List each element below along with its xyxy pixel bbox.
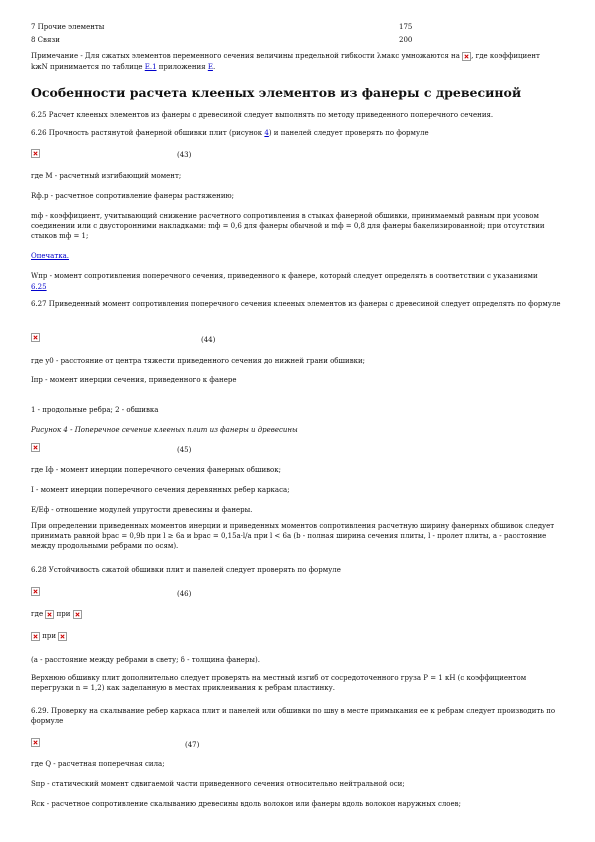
definition-m: где M - расчетный изгибающий момент; bbox=[31, 172, 182, 180]
errata-link-line bbox=[31, 251, 561, 261]
paragraph-6-27: 6.27 Приведенный момент сопротивления поперечного сечения клееных элементов из фанеры с древесиной следует определять по формуле bbox=[31, 300, 561, 308]
definition-i: I - момент инерции поперечного сечения деревянных ребер каркаса; bbox=[31, 486, 290, 494]
equation-number: (46) bbox=[177, 590, 192, 598]
paragraph-6-28: 6.28 Устойчивость сжатой обшивки плит и панелей следует проверять по формуле bbox=[31, 566, 341, 574]
note-line-2 bbox=[31, 62, 561, 72]
equation-number: (44) bbox=[201, 336, 216, 344]
note-text: Примечание - Для сжатых элементов переменного сечения величины предельной гибкости λмакс умножаются на bbox=[31, 52, 460, 60]
broken-image-icon bbox=[462, 52, 471, 61]
definition-if: где Iф - момент инерции поперечного сечения фанерных обшивок; bbox=[31, 466, 282, 474]
figure-caption: Рисунок 4 - Поперечное сечение клееных плит из фанеры и древесины bbox=[31, 426, 298, 434]
definition-q: где Q - расчетная поперечная сила; bbox=[31, 760, 165, 768]
definition-rfp: Rф.р - расчетное сопротивление фанеры растяжению; bbox=[31, 192, 234, 200]
definition-wpr-link-line bbox=[31, 282, 561, 292]
note-text: , где коэффициент bbox=[471, 52, 540, 60]
table-cell-label: 8 Связи bbox=[31, 36, 60, 44]
table-row bbox=[31, 35, 561, 45]
definition-a: (a - расстояние между ребрами в свету; δ - толщина фанеры). bbox=[31, 656, 260, 664]
formula-image-icon bbox=[31, 587, 40, 596]
definition-spr: Sпр - статический момент сдвигаемой части приведенного сечения относительно нейтральной оси; bbox=[31, 780, 405, 788]
formula-image-icon bbox=[73, 610, 82, 619]
definition-y0: где y0 - расстояние от центра тяжести приведенного сечения до нижней грани обшивки; bbox=[31, 357, 366, 365]
note-line-1 bbox=[31, 51, 561, 61]
table-cell-label: 7 Прочие элементы bbox=[31, 23, 105, 31]
paragraph-6-29: 6.29. Проверку на скалывание ребер каркаса плит и панелей или обшивки по шву в месте примыкания ее к ребрам следует производить по формуле bbox=[31, 707, 556, 725]
definition-e-ratio: E/Eф - отношение модулей упругости древесины и фанеры. bbox=[31, 506, 253, 514]
equation-number: (47) bbox=[185, 741, 200, 749]
condition-text: при bbox=[56, 610, 71, 618]
formula-image-icon bbox=[31, 149, 40, 158]
equation-number: (45) bbox=[177, 446, 192, 454]
section-heading: Особенности расчета клееных элементов из фанеры с древесиной bbox=[31, 85, 522, 100]
table-cell-value: 175 bbox=[399, 23, 413, 31]
paragraph-6-26 bbox=[31, 128, 561, 138]
condition-text: при bbox=[42, 632, 57, 640]
link-errata[interactable]: Опечатка. bbox=[31, 252, 69, 260]
definition-mf: mф - коэффициент, учитывающий снижение расчетного сопротивления в стыках фанерной обшивки, принимаемый равным при усовом соединении или с двусторонними накладками: mф = 0,6 для фанеры обычной и mф = 0,8 для фанеры бакелизированной; при отсутствии стыков mф = 1; bbox=[31, 212, 545, 240]
note-text: приложения bbox=[158, 63, 206, 71]
note-text: kжN принимается по таблице bbox=[31, 63, 143, 71]
equation-number: (43) bbox=[177, 151, 192, 159]
paragraph-calc: При определении приведенных моментов инерции и приведенных моментов сопротивления расчетную ширину фанерных обшивок следует принимать равной bрас = 0,9b при l ≥ 6a и bрас = 0,15a·l/a при l < 6a (b - полная ширина сечения плиты, l - пролет плиты, a - расстояние между продольными ребрами по осям). bbox=[31, 522, 555, 550]
table-row bbox=[31, 22, 561, 32]
paragraph-text: 6.26 Прочность растянутой фанерной обшивки плит (рисунок bbox=[31, 129, 263, 137]
formula-image-icon bbox=[31, 333, 40, 342]
link-table-e1[interactable]: Е.1 bbox=[144, 63, 157, 71]
paragraph-upper-skin: Верхнюю обшивку плит дополнительно следует проверять на местный изгиб от сосредоточенного груза P = 1 кН (с коэффициентом перегрузки n = 1,2) как заделанную в местах приклеивания к ребрам пластинку. bbox=[31, 674, 527, 692]
formula-image-icon bbox=[31, 443, 40, 452]
condition-line-1 bbox=[31, 609, 561, 619]
note-text: . bbox=[212, 63, 216, 71]
condition-text: где bbox=[31, 610, 44, 618]
formula-image-icon bbox=[58, 632, 67, 641]
formula-image-icon bbox=[31, 632, 40, 641]
definition-wpr: Wпр - момент сопротивления поперечного сечения, приведенного к фанере, который следует определять в соответствии с указаниями bbox=[31, 272, 538, 280]
link-6-25[interactable]: 6.25 bbox=[31, 283, 47, 291]
link-figure-4[interactable]: 4 bbox=[264, 129, 269, 137]
figure-legend: 1 - продольные ребра; 2 - обшивка bbox=[31, 406, 159, 414]
paragraph-text: ) и панелей следует проверять по формуле bbox=[268, 129, 429, 137]
definition-ipr: Iпр - момент инерции сечения, приведенного к фанере bbox=[31, 376, 237, 384]
paragraph-6-25: 6.25 Расчет клееных элементов из фанеры с древесиной следует выполнять по методу приведенного поперечного сечения. bbox=[31, 111, 494, 119]
link-appendix-e[interactable]: Е bbox=[207, 63, 213, 71]
definition-rsk: Rск - расчетное сопротивление скалыванию древесины вдоль волокон или фанеры вдоль волокон наружных слоев; bbox=[31, 800, 461, 808]
condition-line-2 bbox=[31, 631, 561, 641]
table-cell-value: 200 bbox=[399, 36, 413, 44]
formula-image-icon bbox=[45, 610, 54, 619]
formula-image-icon bbox=[31, 738, 40, 747]
